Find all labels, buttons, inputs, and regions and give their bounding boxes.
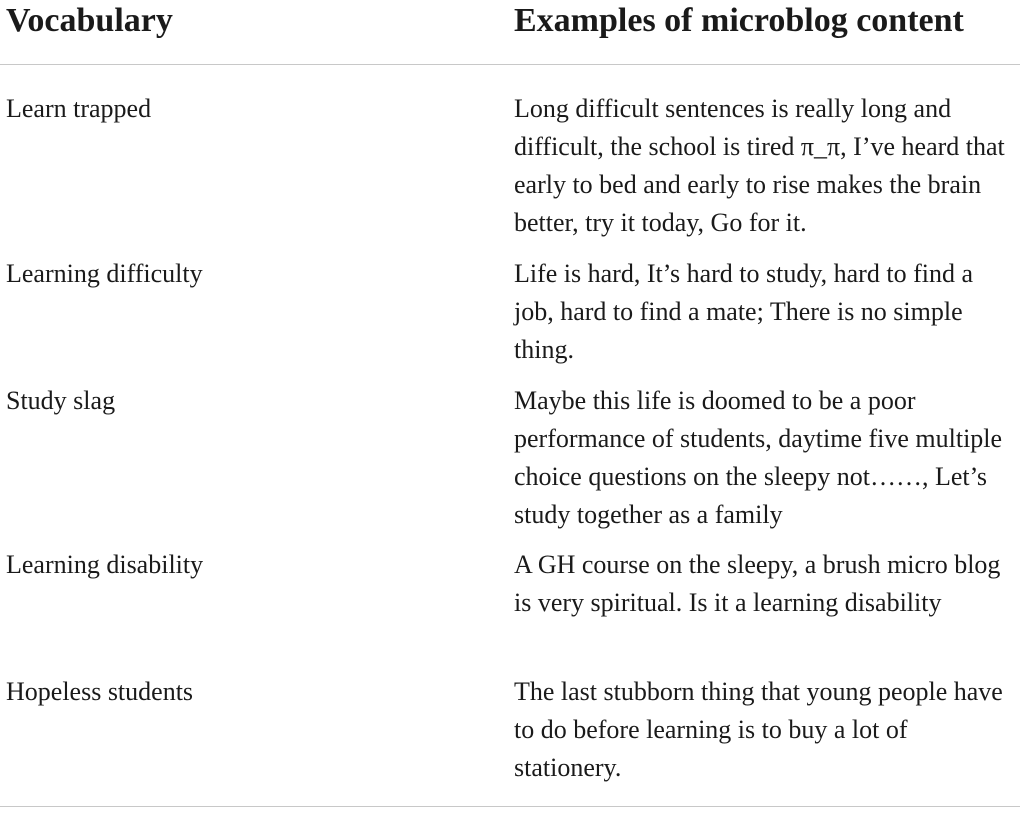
- table-row: [0, 382, 1020, 546]
- table-body: [0, 90, 1020, 791]
- vocabulary-cell: Hopeless students: [6, 677, 194, 706]
- example-cell: Maybe this life is doomed to be a poor performance of students, daytime five multiple choice questions on the sleepy not……, Let’s study together as a family: [514, 386, 1003, 529]
- table-header: [0, 0, 1020, 65]
- table-row: [0, 673, 1020, 791]
- example-cell: Long difficult sentences is really long and difficult, the school is tired π_π, I’ve heard that early to bed and early to rise makes the brain better, try it today, Go for it.: [514, 94, 1005, 237]
- table-row: [0, 255, 1020, 382]
- example-cell: A GH course on the sleepy, a brush micro blog is very spiritual. Is it a learning disability: [514, 550, 1001, 617]
- header-vocabulary: Vocabulary: [6, 2, 173, 39]
- table-bottom-rule: [0, 806, 1020, 807]
- table-row: [0, 90, 1020, 255]
- vocabulary-cell: Study slag: [6, 386, 116, 415]
- vocabulary-cell: Learning difficulty: [6, 259, 203, 288]
- table-row: [0, 546, 1020, 673]
- header-examples: Examples of microblog content: [514, 2, 964, 39]
- example-cell: The last stubborn thing that young people have to do before learning is to buy a lot of stationery.: [514, 677, 1003, 782]
- vocabulary-cell: Learning disability: [6, 550, 204, 579]
- example-cell: Life is hard, It’s hard to study, hard to find a job, hard to find a mate; There is no simple thing.: [514, 259, 973, 364]
- vocabulary-cell: Learn trapped: [6, 94, 152, 123]
